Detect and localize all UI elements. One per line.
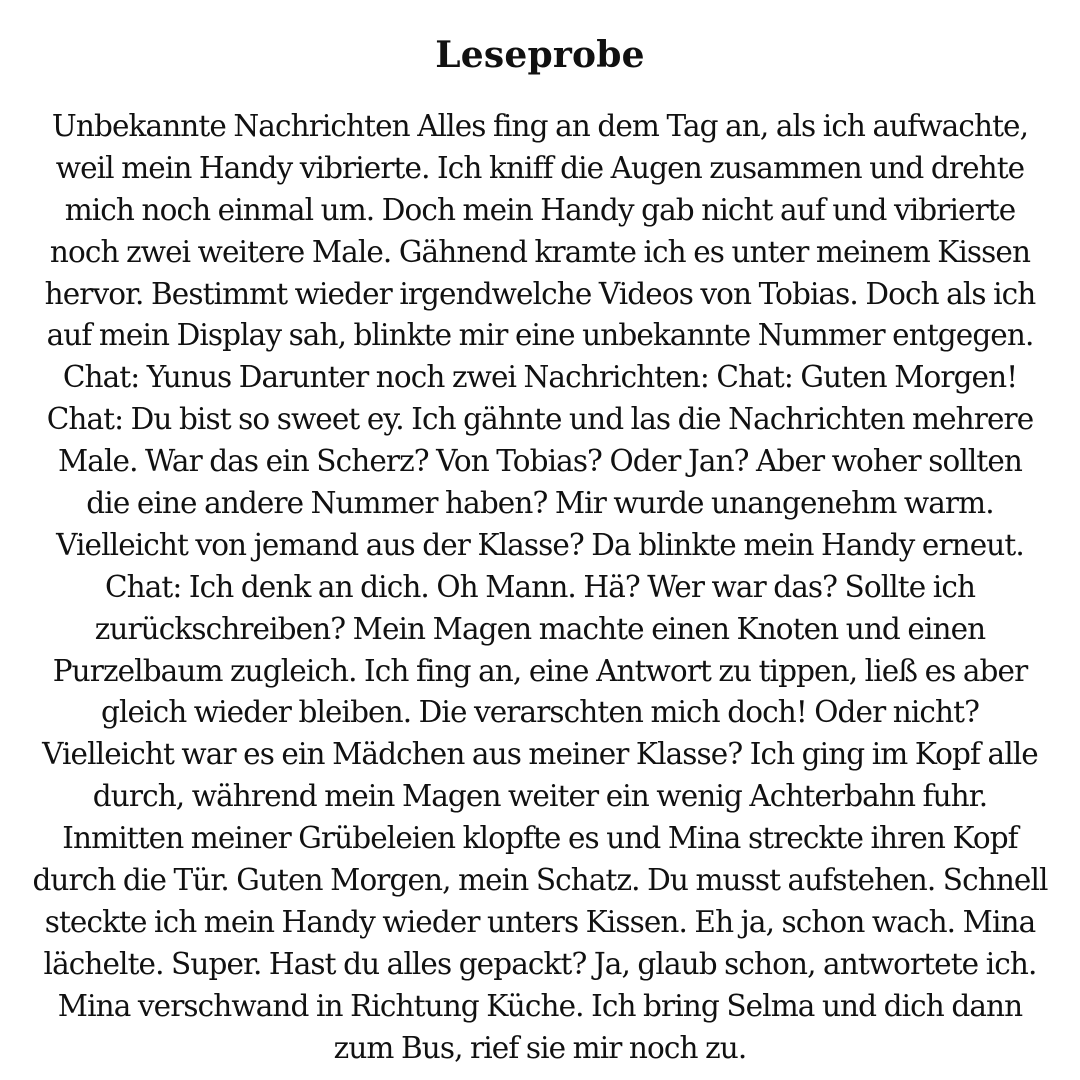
reading-sample-text — [0, 106, 1080, 1069]
text-line: durch die Tür. Guten Morgen, mein Schatz. Du musst aufstehen. Schnell — [32, 863, 1048, 898]
text-line: Purzelbaum zugleich. Ich fing an, eine Antwort zu tippen, ließ es aber — [52, 653, 1028, 688]
text-line: Male. War das ein Scherz? Von Tobias? Oder Jan? Aber woher sollten — [57, 444, 1023, 479]
text-line: hervor. Bestimmt wieder irgendwelche Videos von Tobias. Doch als ich — [44, 276, 1036, 311]
text-line: durch, während mein Magen weiter ein wenig Achterbahn fuhr. — [92, 779, 988, 814]
text-line: mich noch einmal um. Doch mein Handy gab nicht auf und vibrierte — [64, 192, 1016, 227]
text-line: Inmitten meiner Grübeleien klopfte es und Mina streckte ihren Kopf — [62, 821, 1018, 856]
text-line: Chat: Du bist so sweet ey. Ich gähnte und las die Nachrichten mehrere — [46, 402, 1034, 437]
text-line: die eine andere Nummer haben? Mir wurde unangenehm warm. — [86, 486, 994, 521]
text-line: zum Bus, rief sie mir noch zu. — [333, 1030, 747, 1065]
text-line: Mina verschwand in Richtung Küche. Ich bring Selma und dich dann — [57, 988, 1023, 1023]
text-line: Chat: Yunus Darunter noch zwei Nachrichten: Chat: Guten Morgen! — [62, 360, 1018, 395]
text-line: Vielleicht war es ein Mädchen aus meiner Klasse? Ich ging im Kopf alle — [42, 737, 1038, 772]
text-line: gleich wieder bleiben. Die verarschten mich doch! Oder nicht? — [100, 695, 979, 730]
page-title: Leseprobe — [435, 34, 645, 76]
text-line: auf mein Display sah, blinkte mir eine unbekannte Nummer entgegen. — [46, 318, 1034, 353]
text-line: weil mein Handy vibrierte. Ich kniff die Augen zusammen und drehte — [55, 150, 1025, 185]
text-line: Unbekannte Nachrichten Alles fing an dem Tag an, als ich aufwachte, — [51, 109, 1029, 143]
text-line: steckte ich mein Handy wieder unters Kissen. Eh ja, schon wach. Mina — [44, 904, 1036, 939]
text-line: Vielleicht von jemand aus der Klasse? Da blinkte mein Handy erneut. — [56, 527, 1024, 562]
text-line: zurückschreiben? Mein Magen machte einen Knoten und einen — [94, 611, 986, 646]
text-line: lächelte. Super. Hast du alles gepackt? Ja, glaub schon, antwortete ich. — [43, 946, 1037, 981]
text-line: noch zwei weitere Male. Gähnend kramte ich es unter meinem Kissen — [49, 234, 1031, 269]
text-line: Chat: Ich denk an dich. Oh Mann. Hä? Wer war das? Sollte ich — [104, 569, 976, 604]
